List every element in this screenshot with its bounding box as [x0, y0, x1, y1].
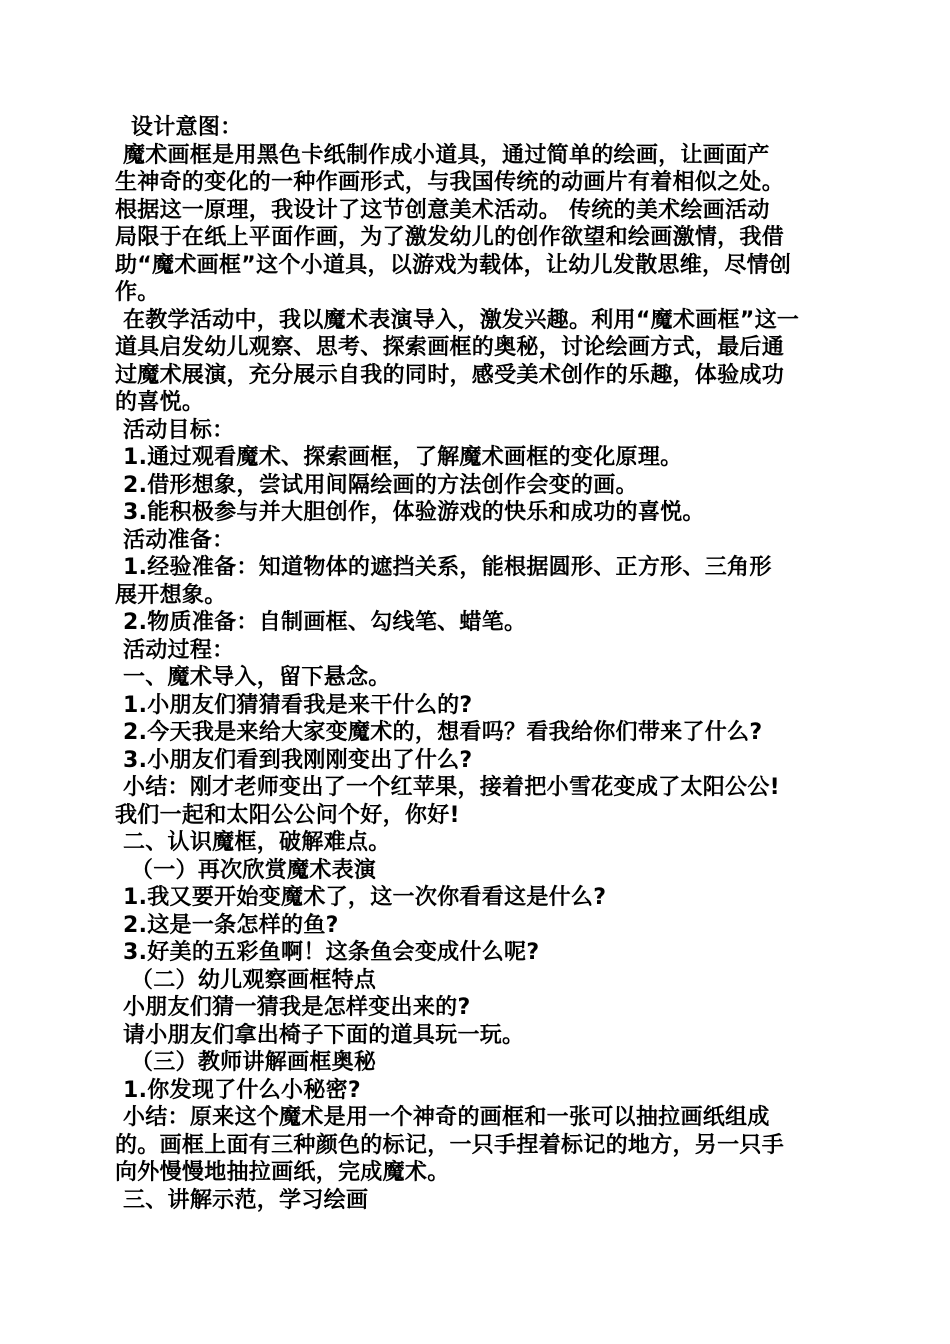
- text-line: 魔术画框是用黑色卡纸制作成小道具，通过简单的绘画，让画面产: [115, 142, 770, 168]
- text-line: 1.经验准备：知道物体的遮挡关系，能根据圆形、正方形、三角形: [115, 555, 772, 580]
- text-line: 局限于在纸上平面作画，为了激发幼儿的创作欲望和绘画激情，我借: [115, 225, 785, 250]
- text-line: 道具启发幼儿观察、思考、探索画框的奥秘，讨论绘画方式，最后通: [115, 335, 785, 360]
- text-line: 的喜悦。: [115, 390, 205, 415]
- text-line: 向外慢慢地抽拉画纸，完成魔术。: [115, 1160, 450, 1185]
- text-line: 2.物质准备：自制画框、勾线笔、蜡笔。: [115, 610, 527, 635]
- text-line: 根据这一原理，我设计了这节创意美术活动。 传统的美术绘画活动: [115, 197, 770, 223]
- text-line: 活动过程：: [115, 637, 235, 663]
- text-line: （一）再次欣赏魔术表演: [115, 857, 377, 883]
- text-line: （二）幼儿观察画框特点: [115, 967, 377, 993]
- text-line: 1.小朋友们猜猜看我是来干什么的?: [115, 692, 473, 718]
- text-line: 作。: [115, 280, 160, 305]
- text-line: 1.我又要开始变魔术了，这一次你看看这是什么?: [115, 885, 607, 910]
- text-line: 3.好美的五彩鱼啊！这条鱼会变成什么呢?: [115, 940, 540, 965]
- text-line: 设计意图：: [115, 115, 243, 140]
- text-line: 活动准备：: [115, 527, 235, 553]
- text-line: 过魔术展演，充分展示自我的同时，感受美术创作的乐趣，体验成功: [115, 362, 785, 388]
- text-line: 3.小朋友们看到我刚刚变出了什么?: [115, 747, 473, 773]
- text-line: 小结：原来这个魔术是用一个神奇的画框和一张可以抽拉画纸组成: [115, 1105, 770, 1130]
- text-line: 展开想象。: [115, 582, 227, 608]
- text-line: 2.这是一条怎样的鱼?: [115, 912, 339, 938]
- text-line: 3.能积极参与并大胆创作，体验游戏的快乐和成功的喜悦。: [115, 500, 705, 525]
- text-line: 2.借形想象，尝试用间隔绘画的方法创作会变的画。: [115, 472, 638, 498]
- text-line: （三）教师讲解画框奥秘: [115, 1050, 377, 1075]
- text-line: 二、认识魔框，破解难点。: [115, 830, 391, 855]
- text-line: 在教学活动中，我以魔术表演导入，激发兴趣。利用“魔术画框”这一: [115, 307, 800, 333]
- text-line: 助“魔术画框”这个小道具，以游戏为载体，让幼儿发散思维，尽情创: [115, 252, 792, 278]
- text-line: 1.你发现了什么小秘密?: [115, 1077, 361, 1103]
- text-line: 活动目标：: [115, 417, 235, 443]
- text-line: 生神奇的变化的一种作画形式，与我国传统的动画片有着相似之处。: [115, 170, 785, 195]
- text-line: 三、讲解示范，学习绘画: [115, 1187, 369, 1213]
- text-line: 1.通过观看魔术、探索画框，了解魔术画框的变化原理。: [115, 445, 683, 470]
- text-line: 小结：刚才老师变出了一个红苹果，接着把小雪花变成了太阳公公!: [115, 775, 780, 800]
- text-line: 请小朋友们拿出椅子下面的道具玩一玩。: [115, 1022, 525, 1048]
- document-body: [115, 114, 845, 1214]
- text-line: 一、魔术导入，留下悬念。: [115, 665, 391, 690]
- text-line: 小朋友们猜一猜我是怎样变出来的?: [115, 995, 471, 1020]
- text-line: 的。画框上面有三种颜色的标记，一只手捏着标记的地方，另一只手: [115, 1132, 785, 1158]
- text-line: 我们一起和太阳公公问个好，你好!: [115, 802, 460, 828]
- text-line: 2.今天我是来给大家变魔术的，想看吗？看我给你们带来了什么?: [115, 720, 763, 745]
